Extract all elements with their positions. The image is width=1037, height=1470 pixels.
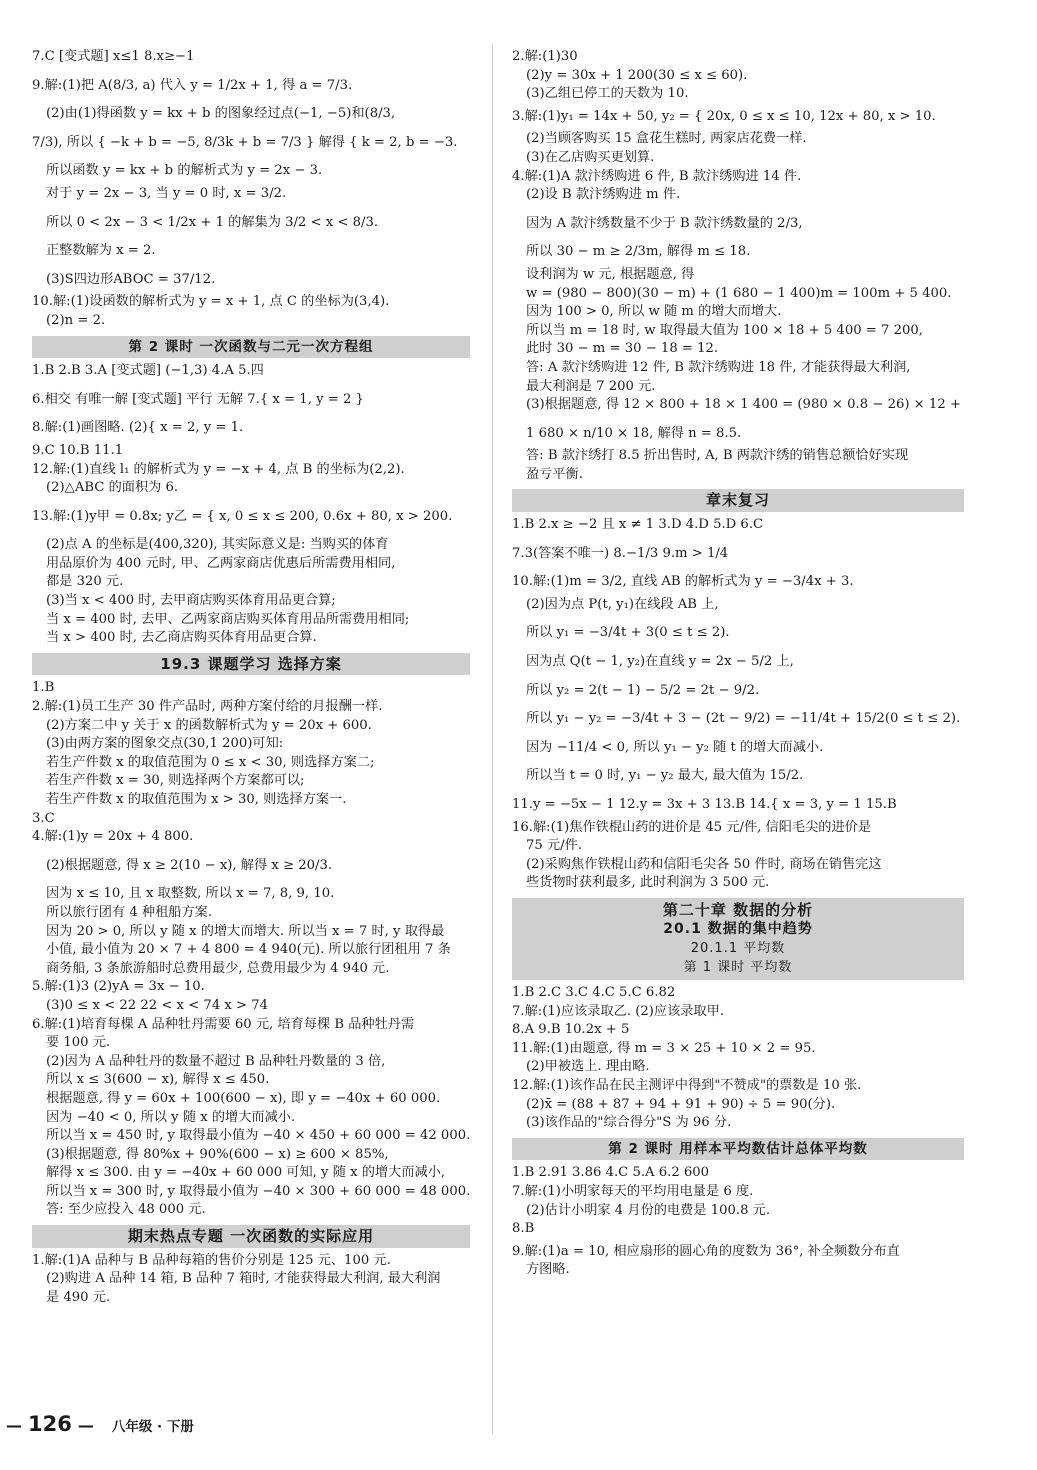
answer-line: 若生产件数 x 的取值范围为 0 ≤ x < 30, 则选择方案二; <box>46 754 375 770</box>
answer-line: (3)在乙店购买更划算. <box>526 149 655 165</box>
answer-line: (2)购进 A 品种 14 箱, B 品种 7 箱时, 才能获得最大利润, 最大利润 <box>46 1271 441 1287</box>
answer-line: 12.解:(1)该作品在民主测评中得到"不赞成"的票数是 10 张. <box>512 1077 862 1093</box>
answer-line: 1.B 2.91 3.86 4.C 5.A 6.2 600 <box>512 1165 710 1181</box>
answer-line: (2)设 B 款汴绣购进 m 件. <box>526 187 681 203</box>
answer-line: 些货物时获利最多, 此时利润为 3 500 元. <box>526 875 770 891</box>
answer-line: 2.解:(1)员工生产 30 件产品时, 两种方案付给的月报酬一样. <box>32 699 383 715</box>
answer-line: 8.A 9.B 10.2x + 5 <box>512 1022 630 1038</box>
answer-line: 12.解:(1)直线 l₁ 的解析式为 y = −x + 4, 点 B 的坐标为(2,2). <box>32 461 405 477</box>
answer-line: 1.B <box>32 680 55 696</box>
answer-line: 因为 −40 < 0, 所以 y 随 x 的增大而减小. <box>46 1109 296 1125</box>
answer-line: 1 680 × n/10 × 18, 解得 n = 8.5. <box>526 425 742 441</box>
answer-line: 因为 x ≤ 10, 且 x 取整数, 所以 x = 7, 8, 9, 10. <box>46 886 335 902</box>
answer-line: 9.解:(1)把 A(8/3, a) 代入 y = 1/2x + 1, 得 a = 7/3. <box>32 77 353 93</box>
section-body <box>32 362 470 648</box>
answer-line: 都是 320 元. <box>46 574 124 590</box>
answer-line: 所以当 m = 18 时, w 取得最大值为 100 × 18 + 5 400 = 7 200, <box>526 322 923 338</box>
footer-dash: — <box>6 1416 22 1435</box>
answer-line: 6.解:(1)培育每棵 A 品种牡丹需要 60 元, 培育每棵 B 品种牡丹需 <box>32 1016 415 1032</box>
answer-line: (3)乙组已停工的天数为 10. <box>526 86 689 102</box>
answer-line: (3)当 x < 400 时, 去甲商店购买体育用品更合算; <box>46 593 336 609</box>
answer-line: (2)x̄ = (88 + 87 + 94 + 91 + 90) ÷ 5 = 90(分). <box>526 1096 836 1112</box>
answer-line: (2)n = 2. <box>46 312 106 328</box>
answer-line: 5.解:(1)3 (2)yA = 3x − 10. <box>32 979 205 995</box>
page-number: 126 <box>28 1412 72 1436</box>
answer-line: (2)点 A 的坐标是(400,320), 其实际意义是: 当购买的体育 <box>46 537 389 553</box>
answer-line: 1.B 2.B 3.A [变式题] (−1,3) 4.A 5.四 <box>32 363 264 379</box>
answer-line: 因为 −11/4 < 0, 所以 y₁ − y₂ 随 t 的增大而减小. <box>526 739 824 755</box>
footer-dash: — <box>77 1416 94 1435</box>
answer-line: (2)因为点 P(t, y₁)在线段 AB 上, <box>526 596 719 612</box>
answer-line: 10.解:(1)设函数的解析式为 y = x + 1, 点 C 的坐标为(3,4). <box>32 294 390 310</box>
answer-line: 8.解:(1)画图略. (2){ x = 2, y = 1. <box>32 420 244 436</box>
answer-line: (2)当顾客购买 15 盒花生糕时, 两家店花费一样. <box>526 131 807 147</box>
answer-line: (2)估计小明家 4 月份的电费是 100.8 元. <box>526 1202 771 1218</box>
section-header: 期末热点专题 一次函数的实际应用 <box>32 1225 470 1248</box>
chapter-title: 第二十章 数据的分析 <box>662 900 814 919</box>
answer-line: (2)采购焦作铁棍山药和信阳毛尖各 50 件时, 商场在销售完这 <box>526 856 882 872</box>
answer-line: 10.解:(1)m = 3/2, 直线 AB 的解析式为 y = −3/4x + 3. <box>512 574 854 590</box>
answer-line: 商务船, 3 条旅游船时总费用最少, 总费用最少为 4 940 元. <box>46 960 390 976</box>
answer-line: 16.解:(1)焦作铁棍山药的进价是 45 元/件, 信阳毛尖的进价是 <box>512 819 872 835</box>
answer-line: 所以 x ≤ 3(600 − x), 解得 x ≤ 450. <box>46 1072 270 1088</box>
answer-line: (2)因为 A 品种牡丹的数量不超过 B 品种牡丹数量的 3 倍, <box>46 1053 386 1069</box>
answer-line: 9.C 10.B 11.1 <box>32 442 124 458</box>
answer-line: 3.解:(1)y₁ = 14x + 50, y₂ = { 20x, 0 ≤ x ≤ 10, 12x + 80, x > 10. <box>512 108 936 124</box>
right-column <box>512 48 964 1280</box>
page-footer <box>0 1412 194 1436</box>
answer-line: 11.y = −5x − 1 12.y = 3x + 3 13.B 14.{ x = 3, y = 1 15.B <box>512 797 897 812</box>
answer-line: 所以当 x = 450 时, y 取得最小值为 −40 × 450 + 60 000 = 42 000. <box>46 1128 470 1144</box>
answer-line: 6.相交 有唯一解 [变式题] 平行 无解 7.{ x = 1, y = 2 } <box>32 391 364 407</box>
answer-line: 1.B 2.x ≥ −2 且 x ≠ 1 3.D 4.D 5.D 6.C <box>512 517 764 533</box>
section-body <box>512 984 964 1133</box>
answer-line: 所以旅行团有 4 种租船方案. <box>46 904 213 920</box>
answer-line: (2)由(1)得函数 y = kx + b 的图象经过点(−1, −5)和(8/3, <box>46 106 396 122</box>
lesson-title: 第 1 课时 平均数 <box>683 959 793 975</box>
answer-line: 所以 30 − m ≥ 2/3m, 解得 m ≤ 18. <box>526 244 751 260</box>
answer-line: (2)根据题意, 得 x ≥ 2(10 − x), 解得 x ≥ 20/3. <box>46 857 333 873</box>
answer-line: (2)方案二中 y 关于 x 的函数解析式为 y = 20x + 600. <box>46 717 372 733</box>
section-body <box>512 1164 964 1280</box>
answer-line: 若生产件数 x 的取值范围为 x > 30, 则选择方案一. <box>46 792 347 807</box>
section-header: 章末复习 <box>512 489 964 512</box>
answer-line: 7.3(答案不唯一) 8.−1/3 9.m > 1/4 <box>512 545 729 561</box>
section-header: 第 2 课时 一次函数与二元一次方程组 <box>32 336 470 359</box>
answer-line: 若生产件数 x = 30, 则选择两个方案都可以; <box>46 773 305 789</box>
answer-line: 当 x > 400 时, 去乙商店购买体育用品更合算. <box>46 630 317 646</box>
answer-line: 因为 20 > 0, 所以 y 随 x 的增大而增大. 所以当 x = 7 时, y 取得最 <box>46 923 445 939</box>
right-answers-top <box>512 48 964 484</box>
answer-line: (2)△ABC 的面积为 6. <box>46 480 179 496</box>
chapter-header <box>512 898 964 980</box>
section-body <box>32 1252 470 1308</box>
answer-line: 解得 x ≤ 300. 由 y = −40x + 60 000 可知, y 随 x 的增大而减小, <box>46 1165 446 1181</box>
answer-line: 13.解:(1)y甲 = 0.8x; y乙 = { x, 0 ≤ x ≤ 200, 0.6x + 80, x > 200. <box>32 508 453 524</box>
answer-line: 根据题意, 得 y = 60x + 100(600 − x), 即 y = −40x + 60 000. <box>46 1090 441 1106</box>
answer-line: (2)y = 30x + 1 200(30 ≤ x ≤ 60). <box>526 67 748 83</box>
answer-line: (3)根据题意, 得 12 × 800 + 18 × 1 400 = (980 × 0.8 − 26) × 12 + <box>526 397 961 413</box>
answer-line: 3.C <box>32 810 55 826</box>
answer-line: 4.解:(1)y = 20x + 4 800. <box>32 829 194 845</box>
answer-line: (3)0 ≤ x < 22 22 < x < 74 x > 74 <box>46 997 269 1013</box>
answer-line: 7.解:(1)应该录取乙. (2)应该录取甲. <box>512 1003 725 1019</box>
answer-line: 8.B <box>512 1221 535 1237</box>
answer-line: 9.解:(1)a = 10, 相应扇形的圆心角的度数为 36°, 补全频数分布直 <box>512 1243 900 1259</box>
answer-line: 4.解:(1)A 款汴绣购进 6 件, B 款汴绣购进 14 件. <box>512 168 802 184</box>
answer-line: 要 100 元. <box>46 1035 111 1051</box>
section-body <box>32 679 470 1220</box>
answer-line: 2.解:(1)30 <box>512 49 578 64</box>
answer-line: 是 490 元. <box>46 1289 111 1305</box>
answer-line: 所以函数 y = kx + b 的解析式为 y = 2x − 3. <box>46 163 323 179</box>
answer-line: 所以 y₂ = 2(t − 1) − 5/2 = 2t − 9/2. <box>526 682 760 698</box>
answer-line: 所以 y₁ = −3/4t + 3(0 ≤ t ≤ 2). <box>526 625 730 641</box>
section-title: 20.1 数据的集中趋势 <box>663 920 813 937</box>
answer-line: 因为点 Q(t − 1, y₂)在直线 y = 2x − 5/2 上, <box>526 654 794 670</box>
answer-line: 此时 30 − m = 30 − 18 = 12. <box>526 341 719 357</box>
answer-line: 方图略. <box>526 1262 570 1278</box>
answer-line: (2)甲被选上. 理由略. <box>526 1059 650 1075</box>
answer-line: 11.解:(1)由题意, 得 m = 3 × 25 + 10 × 2 = 95. <box>512 1040 816 1056</box>
answer-line: 最大利润是 7 200 元. <box>526 378 656 394</box>
answer-line: 当 x = 400 时, 去甲、乙两家商店购买体育用品所需费用相同; <box>46 611 410 627</box>
answer-line: 所以 0 < 2x − 3 < 1/2x + 1 的解集为 3/2 < x < 8/3. <box>46 214 379 230</box>
answer-line: 因为 100 > 0, 所以 w 随 m 的增大而增大. <box>526 304 782 320</box>
answer-line: 用品原价为 400 元时, 甲、乙两家商店优惠后所需费用相同, <box>46 555 396 571</box>
section-header: 第 2 课时 用样本平均数估计总体平均数 <box>512 1138 964 1161</box>
answer-line: 所以 y₁ − y₂ = −3/4t + 3 − (2t − 9/2) = −11/4t + 15/2(0 ≤ t ≤ 2). <box>526 711 961 727</box>
answer-line: 所以当 t = 0 时, y₁ − y₂ 最大, 最大值为 15/2. <box>526 768 804 784</box>
answer-line: 答: B 款汴绣打 8.5 折出售时, A, B 两款汴绣的销售总额恰好实现 <box>526 448 909 464</box>
answer-line: (3)根据题意, 得 80%x + 90%(600 − x) ≥ 600 × 85%, <box>46 1146 389 1162</box>
answer-line: 1.B 2.C 3.C 4.C 5.C 6.82 <box>512 984 676 1000</box>
column-divider <box>492 44 493 1434</box>
answer-line: 7/3), 所以 { −k + b = −5, 8/3k + b = 7/3 } 解得 { k = 2, b = −3. <box>32 134 458 150</box>
answer-line: (3)该作品的"综合得分"S 为 96 分. <box>526 1115 732 1131</box>
answer-line: 所以当 x = 300 时, y 取得最小值为 −40 × 300 + 60 000 = 48 000. <box>46 1183 470 1199</box>
grade-label: 八年级 · 下册 <box>111 1419 194 1435</box>
left-answers-top <box>32 48 470 331</box>
answer-line: 盈亏平衡. <box>526 466 583 482</box>
answer-line: w = (980 − 800)(30 − m) + (1 680 − 1 400)m = 100m + 5 400. <box>526 285 952 301</box>
section-header: 19.3 课题学习 选择方案 <box>32 653 470 676</box>
left-column <box>32 48 470 1307</box>
answer-line: 对于 y = 2x − 3, 当 y = 0 时, x = 3/2. <box>46 185 287 201</box>
answer-line: 因为 A 款汴绣数量不少于 B 款汴绣数量的 2/3, <box>526 215 803 231</box>
answer-line: 75 元/件. <box>526 838 582 854</box>
section-body <box>512 516 964 893</box>
answer-line: 答: 至少应投入 48 000 元. <box>46 1202 206 1218</box>
answer-line: 设利润为 w 元, 根据题意, 得 <box>526 266 695 282</box>
answer-line: 正整数解为 x = 2. <box>46 243 156 259</box>
answer-line: 7.C [变式题] x≤1 8.x≥−1 <box>32 49 195 64</box>
answer-line: 答: A 款汴绣购进 12 件, B 款汴绣购进 18 件, 才能获得最大利润, <box>526 359 911 375</box>
answer-line: (3)由两方案的图象交点(30,1 200)可知: <box>46 736 284 752</box>
answer-line: (3)S四边形ABOC = 37/12. <box>46 271 216 287</box>
answer-line: 7.解:(1)小明家每天的平均用电量是 6 度. <box>512 1183 754 1199</box>
subsection-title: 20.1.1 平均数 <box>690 940 786 956</box>
answer-line: 小值, 最小值为 20 × 7 + 4 800 = 4 940(元). 所以旅行团租用 7 条 <box>46 942 451 958</box>
answer-line: 1.解:(1)A 品种与 B 品种每箱的售价分别是 125 元、100 元. <box>32 1252 391 1268</box>
